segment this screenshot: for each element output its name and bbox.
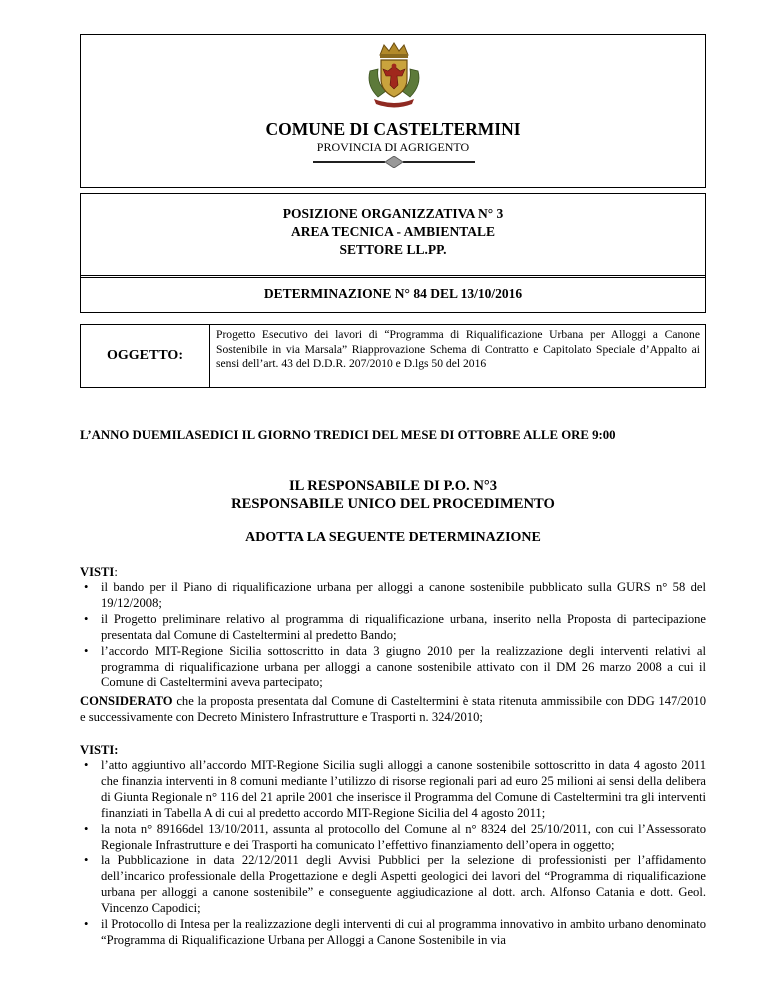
list-item: • l’accordo MIT-Regione Sicilia sottoscritto in data 3 giugno 2010 per la realizzazione degli interventi relativi al programma di riqualificazione urbana per alloggi a canone sostenibile attivato con il DM 26 marzo 2008 a cui il Comune di Casteltermini aveva partecipato; <box>80 644 706 692</box>
considerato-paragraph <box>80 694 706 726</box>
considerato-keyword: CONSIDERATO <box>80 694 173 708</box>
responsabile-line-1: IL RESPONSABILE DI P.O. N°3 <box>288 478 498 494</box>
list-item: • la Pubblicazione in data 22/12/2011 degli Avvisi Pubblici per la selezione di professionisti per l’affidamento dell’incarico professionale della Progettazione e degli Aspetti geologici dei lavori del “Programma di riqualificazione urbana per alloggi a canone sostenibile” e conseguente aggiudicazione al dott. arch. Alfonso Catania e dott. Geol. Vincenzo Capodici; <box>80 853 706 917</box>
posizione-line-2: AREA TECNICA - AMBIENTALE <box>291 224 495 239</box>
list-item: • il bando per il Piano di riqualificazione urbana per alloggi a canone sostenibile pubblicato sulla GURS n° 58 del 19/12/2008; <box>80 580 706 612</box>
ornament-divider <box>313 156 475 168</box>
comune-title: COMUNE DI CASTELTERMINI <box>265 119 521 139</box>
visti-label-1: VISTI <box>80 565 115 579</box>
list-item: • la nota n° 89166del 13/10/2011, assunta al protocollo del Comune al n° 8324 del 25/10/2011, con cui l’Assessorato Regionale Infrastrutture e dei Trasporti ha comunicato l’effettivo finanziamento dell’opera in oggetto; <box>80 822 706 854</box>
considerato-text: che la proposta presentata dal Comune di Casteltermini è stata ritenuta ammissibile con DDG 147/2010 e successivamente con Decreto Ministero Infrastrutture e Trasporti n. 324/2010; <box>80 694 706 724</box>
list-item: • il Progetto preliminare relativo al programma di riqualificazione urbana, inserito nella Proposta di partecipazione presentata dal Comune di Casteltermini al predetto Bando; <box>80 612 706 644</box>
coat-of-arms-icon <box>364 41 424 111</box>
posizione-line-3: SETTORE LL.PP. <box>339 242 447 257</box>
list-item: • il Protocollo di Intesa per la realizzazione degli interventi di cui al programma innovativo in ambito urbano denominato “Programma di Riqualificazione Urbana per Alloggi a Canone Sostenibile in via <box>80 917 706 949</box>
provincia-subtitle: PROVINCIA DI AGRIGENTO <box>316 140 470 154</box>
anno-line: L’ANNO DUEMILASEDICI IL GIORNO TREDICI DEL MESE DI OTTOBRE ALLE ORE 9:00 <box>80 428 616 442</box>
oggetto-box <box>80 324 706 388</box>
header-box <box>80 34 706 188</box>
visti-list-2 <box>80 758 706 949</box>
posizione-box <box>80 193 706 278</box>
posizione-line-1: POSIZIONE ORGANIZZATIVA N° 3 <box>282 206 504 221</box>
oggetto-divider <box>209 325 210 387</box>
visti-heading-2: VISTI: <box>80 743 119 757</box>
adotta-heading: ADOTTA LA SEGUENTE DETERMINAZIONE <box>245 530 541 545</box>
visti-heading-1: VISTI: <box>80 565 118 579</box>
visti-list-1 <box>80 580 706 691</box>
determinazione-box <box>80 275 706 313</box>
oggetto-text: Progetto Esecutivo dei lavori di “Programma di Riqualificazione Urbana per Alloggi a Canone Sostenibile in via Marsala” Riapprovazione Schema di Contratto e Capitolato Speciale d’Appalto ai sensi dell’art. 43 del D.D.R. 207/2010 e D.lgs 50 del 2016 <box>216 328 700 370</box>
responsabile-heading <box>80 477 706 513</box>
oggetto-label: OGGETTO: <box>107 348 183 363</box>
responsabile-line-2: RESPONSABILE UNICO DEL PROCEDIMENTO <box>231 496 555 512</box>
list-item: • l’atto aggiuntivo all’accordo MIT-Regione Sicilia sugli alloggi a canone sostenibile sottoscritto in data 4 agosto 2011 che finanzia interventi in 8 comuni mediante l’utilizzo di risorse regionali pari ad euro 25 milioni ai sensi della delibera di Giunta Regionale n° 116 del 21 aprile 2001 che inserisce il Programma del Comune di Casteltermini tra gli interventi finanziati in Tabella A di cui al predetto accordo MIT-Regione Sicilia del 4 agosto 2011; <box>80 758 706 822</box>
determinazione-number: DETERMINAZIONE N° 84 DEL 13/10/2016 <box>263 286 523 301</box>
